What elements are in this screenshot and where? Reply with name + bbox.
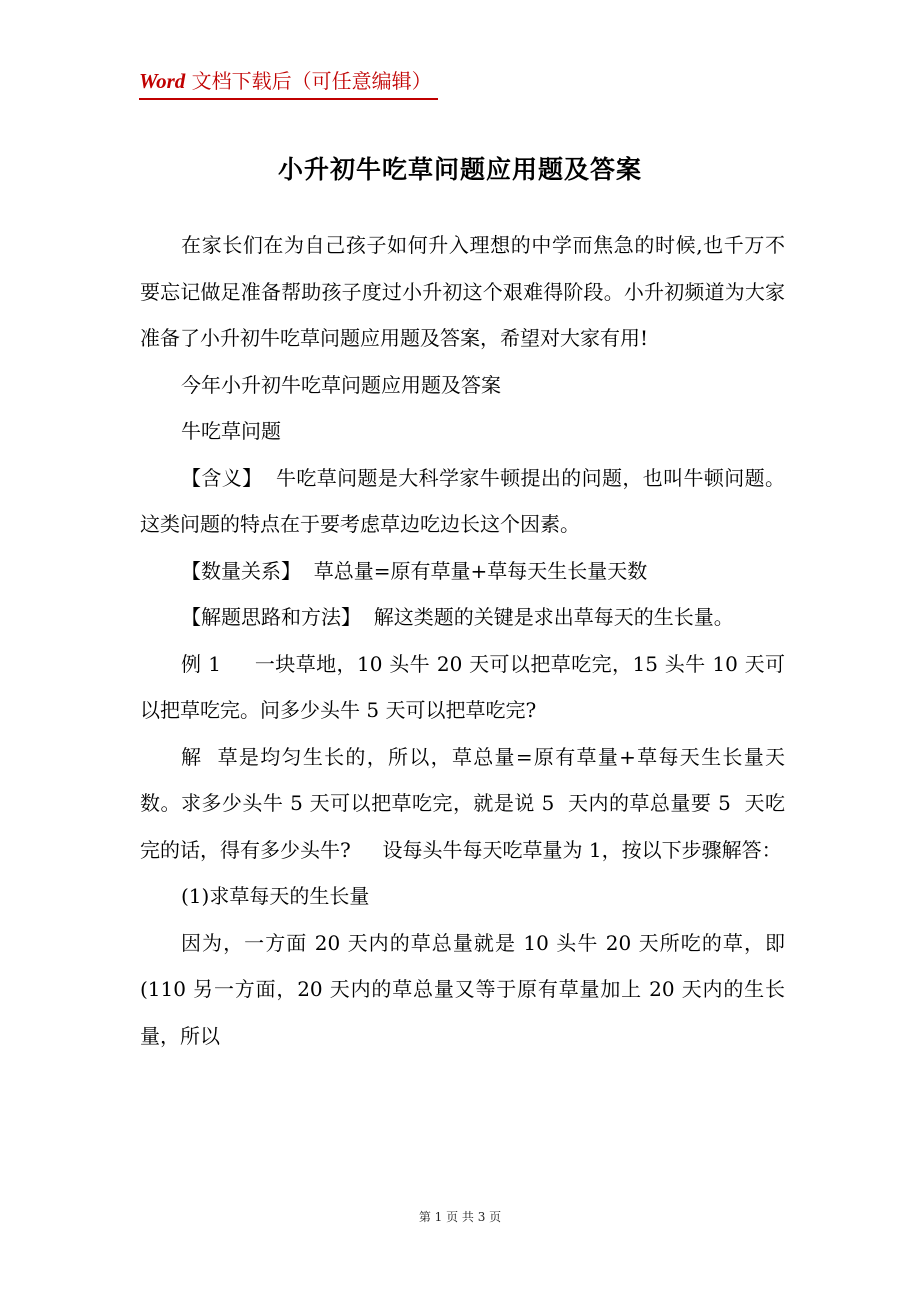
- paragraph-intro: 在家长们在为自己孩子如何升入理想的中学而焦急的时候,也千万不要忘记做足准备帮助孩子度过小升初这个艰难得阶段。小升初频道为大家准备了小升初牛吃草问题应用题及答案，希望对大家有用!: [140, 233, 785, 350]
- paragraph-relation: 【数量关系】 草总量=原有草量+草每天生长量天数: [181, 558, 648, 583]
- paragraph-step-1-detail: 因为，一方面 20 天内的草总量就是 10 头牛 20 天所吃的草，即(110 另一方面，20 天内的草总量又等于原有草量加上 20 天内的生长量，所以: [140, 930, 785, 1048]
- paragraph-solution: 解 草是均匀生长的，所以，草总量=原有草量+草每天生长量天数。求多少头牛 5 天可以把草吃完，就是说 5 天内的草总量要 5 天吃完的话，得有多少头牛? 设每头牛每天吃草量为 1，按以下步骤解答：: [140, 744, 785, 862]
- paragraph-example: 例 1 一块草地，10 头牛 20 天可以把草吃完，15 头牛 10 天可以把草吃完。问多少头牛 5 天可以把草吃完?: [140, 651, 785, 722]
- banner-text: 文档下载后（可任意编辑）: [185, 69, 432, 93]
- paragraph-subtitle: 今年小升初牛吃草问题应用题及答案: [181, 372, 501, 397]
- document-body: [140, 222, 785, 1059]
- paragraph-method: 【解题思路和方法】 解这类题的关键是求出草每天的生长量。: [181, 605, 734, 629]
- paragraph-step-1: (1)求草每天的生长量: [181, 884, 370, 908]
- paragraph-meaning: 【含义】 牛吃草问题是大科学家牛顿提出的问题，也叫牛顿问题。这类问题的特点在于要考虑草边吃边长这个因素。: [140, 465, 785, 536]
- page-title: 小升初牛吃草问题应用题及答案: [277, 155, 642, 184]
- paragraph-topic: 牛吃草问题: [181, 419, 281, 443]
- download-banner: [139, 64, 438, 100]
- page-number: 第 1 页 共 3 页: [418, 1210, 502, 1224]
- banner-word-label: Word: [139, 69, 186, 93]
